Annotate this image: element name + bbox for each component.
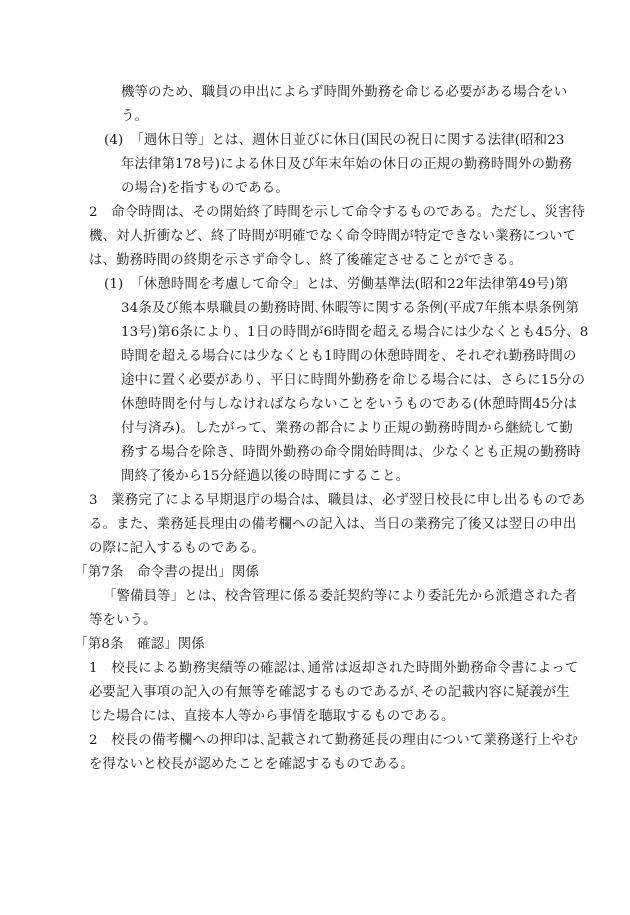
text-line: 3 業務完了による早期退庁の場合は、職員は、必ず翌日校長に申し出るものであ xyxy=(89,493,586,508)
text-line: (4) 「週休日等」とは、週休日並びに休日(国民の祝日に関する法律(昭和23 xyxy=(104,133,565,148)
text-line: る。また、業務延長理由の備考欄への記入は、当日の業務完了後又は翌日の申出 xyxy=(89,517,577,532)
text-line: 時間を超える場合には少なくとも1時間の休憩時間を、それぞれ勤務時間の xyxy=(121,349,577,364)
text-line: を得ないと校長が認めたことを確認するものである。 xyxy=(89,757,414,772)
text-line: 必要記入事項の記入の有無等を確認するものであるが､その記載内容に疑義が生 xyxy=(89,685,570,700)
article-heading: ｢第8条 確認」関係 xyxy=(81,637,205,652)
text-line: (1) 「休憩時間を考慮して命令」とは、労働基準法(昭和22年法律第49号)第 xyxy=(104,277,569,292)
text-line: 途中に置く必要があり、平日に時間外勤務を命じる場合には、さらに15分の xyxy=(121,373,586,388)
text-line: 休憩時間を付与しなければならないことをいうものである(休憩時間45分は xyxy=(121,397,578,412)
text-line: 34条及び熊本県職員の勤務時間､休暇等に関する条例(平成7年熊本県条例第 xyxy=(121,301,579,316)
text-line: 間終了後から15分経過以後の時間にすること。 xyxy=(121,469,410,484)
text-line: 1 校長による勤務実績等の確認は､通常は返却された時間外勤務命令書によって xyxy=(89,661,579,676)
text-line: は、勤務時間の終期を示さず命令し、終了後確定させることができる。 xyxy=(89,253,523,268)
article-heading: ｢第7条 命令書の提出」関係 xyxy=(81,565,260,580)
text-line: う。 xyxy=(121,109,149,124)
text-line: 13号)第6条により、1日の時間が6時間を超える場合には少なくとも45分、8 xyxy=(121,325,589,340)
text-line: 「警備員等」とは、校舎管理に係る委託契約等により委託先から派遣された者 xyxy=(103,589,577,604)
text-line: 付与済み)。したがって、業務の都合により正規の勤務時間から継続して勤 xyxy=(121,421,573,436)
text-line: 等をいう。 xyxy=(89,613,157,628)
text-line: 年法律第178号)による休日及び年末年始の休日の正規の勤務時間外の勤務 xyxy=(121,157,573,172)
text-line: 2 校長の備考欄への押印は､記載されて勤務延長の理由について業務遂行上やむ xyxy=(89,733,579,748)
text-line: 機等のため、職員の申出によらず時間外勤務を命じる必要がある場合をい xyxy=(121,85,568,100)
text-line: の際に記入するものである。 xyxy=(89,541,266,556)
text-line: の場合)を指すものである。 xyxy=(121,181,289,196)
text-line: 務する場合を除き、時間外勤務の命令開始時間は、少なくとも正規の勤務時 xyxy=(121,445,581,460)
text-line: 2 命令時間は、その開始終了時間を示して命令するものである。ただし、災害待 xyxy=(89,205,586,220)
text-line: じた場合には、直接本人等から事情を聴取するものである。 xyxy=(89,709,455,724)
text-line: 機、対人折衝など、終了時間が明確でなく命令時間が特定できない業務について xyxy=(89,229,577,244)
